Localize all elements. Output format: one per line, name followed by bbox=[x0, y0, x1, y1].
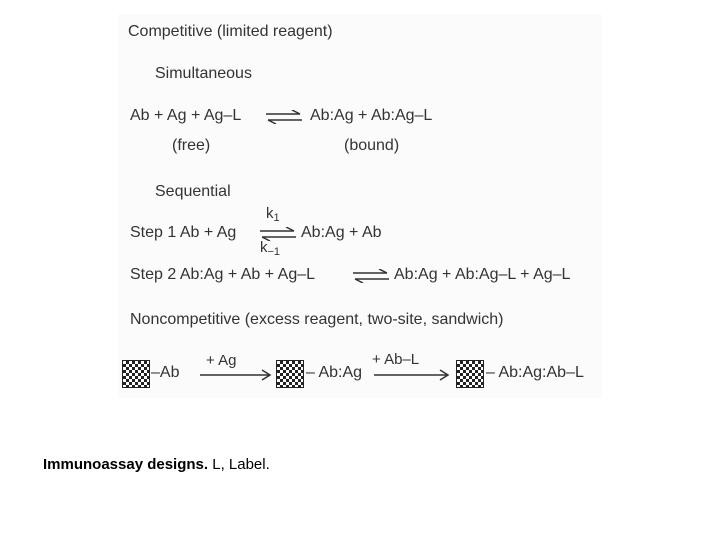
noncompetitive-heading: Noncompetitive (excess reagent, two-site, sandwich) bbox=[130, 311, 504, 328]
competitive-heading: Competitive (limited reagent) bbox=[128, 23, 333, 40]
figure-panel bbox=[118, 14, 602, 398]
solid2-text: – Ab:Ag bbox=[306, 364, 363, 381]
step2-left: Step 2 Ab:Ag + Ab + Ag–L bbox=[130, 266, 316, 283]
solid-phase-icon bbox=[122, 360, 150, 388]
equilibrium-arrow-icon bbox=[264, 110, 304, 124]
sequential-heading: Sequential bbox=[155, 183, 231, 200]
equilibrium-arrow-icon bbox=[351, 269, 391, 283]
arrow2-label: + Ab–L bbox=[372, 351, 420, 368]
caption-rest: L, Label. bbox=[208, 456, 270, 473]
simultaneous-left: Ab + Ag + Ag–L bbox=[130, 107, 242, 124]
bound-label: (bound) bbox=[344, 137, 400, 154]
solid3-text: – Ab:Ag:Ab–L bbox=[486, 364, 584, 381]
k-minus1-label: $k_{-1}$ bbox=[260, 239, 281, 258]
reaction-arrow-icon bbox=[372, 369, 452, 381]
solid-phase-icon bbox=[276, 360, 304, 388]
arrow1-label: + Ag bbox=[206, 352, 237, 369]
simultaneous-right: Ab:Ag + Ab:Ag–L bbox=[310, 107, 433, 124]
figure-caption bbox=[43, 456, 270, 473]
caption-bold: Immunoassay designs. bbox=[43, 456, 209, 473]
solid-phase-icon bbox=[456, 360, 484, 388]
step2-right: Ab:Ag + Ab:Ag–L + Ag–L bbox=[394, 266, 571, 283]
step1-left: Step 1 Ab + Ag bbox=[130, 224, 237, 241]
k1-label: $k_1$ bbox=[266, 205, 280, 224]
simultaneous-heading: Simultaneous bbox=[155, 65, 252, 82]
step1-right: Ab:Ag + Ab bbox=[301, 224, 382, 241]
reaction-arrow-icon bbox=[198, 369, 274, 381]
solid1-text: –Ab bbox=[151, 364, 180, 381]
free-label: (free) bbox=[172, 137, 211, 154]
